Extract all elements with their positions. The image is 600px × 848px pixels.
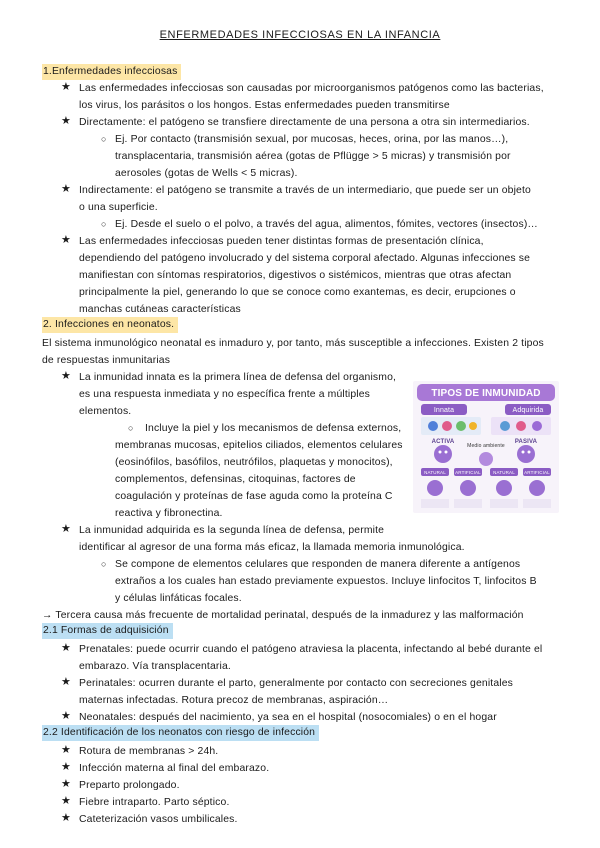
- s1-b4-line: dependiendo del patógeno involucrado y del sistema corporal afectado. Algunas infecciones se: [79, 253, 531, 264]
- star-bullet-icon: ★: [61, 710, 72, 722]
- s2-b2-line: La inmunidad adquirida es la segunda línea de defensa, permite: [79, 525, 385, 536]
- star-bullet-icon: ★: [61, 812, 72, 824]
- star-bullet-icon: ★: [61, 234, 72, 246]
- s1-b4-line: manifiestan con síntomas respiratorios, digestivos o sistémicos, mientras que otras afectan: [79, 270, 512, 281]
- s2-intro-line: El sistema inmunológico neonatal es inmaduro y, por tanto, más susceptible a infecciones. Existen 2 tipos: [42, 338, 544, 349]
- circle-bullet-icon: ○: [101, 134, 107, 144]
- s2-b2s-line: y células linfáticas focales.: [115, 593, 242, 604]
- s1-b4-line: Las enfermedades infecciosas pueden tener distintas formas de presentación clínica,: [79, 236, 484, 247]
- s2-b2s-line: Se compone de elementos celulares que responden de manera diferente a antígenos: [115, 559, 521, 570]
- infographic-drawing: [413, 381, 559, 513]
- circle-bullet-icon: ○: [128, 423, 134, 433]
- s21-b2-line: maternas infectadas. Rotura precoz de membranas, aspiración…: [79, 695, 389, 706]
- star-bullet-icon: ★: [61, 183, 72, 195]
- immunity-infographic: [413, 381, 559, 513]
- circle-bullet-icon: ○: [101, 219, 107, 229]
- s2-b1s-line: reactiva y fibronectina.: [115, 508, 223, 519]
- adquirida-label: Adquirida: [512, 407, 544, 414]
- s2-b1s-line: membranas mucosas, epitelios ciliados, elementos celulares: [115, 440, 403, 451]
- s21-b1-line: embarazo. Vía transplacentaria.: [79, 661, 231, 672]
- star-bullet-icon: ★: [61, 115, 72, 127]
- s1-b1-line: los virus, los parásitos o los hongos. Estas enfermedades pueden transmitirse: [79, 100, 450, 111]
- section-2-heading: 2. Infecciones en neonatos.: [42, 317, 178, 333]
- s1-b3-line: o una superficie.: [79, 202, 158, 213]
- star-bullet-icon: ★: [61, 370, 72, 382]
- s2-b1s-line: coagulación y proteínas de fase aguda como la proteína C: [115, 491, 393, 502]
- s1-b2s-line: transplacentaria, transmisión aérea (gotas de Pflügge > 5 micras) y transmisión por: [115, 151, 511, 162]
- star-bullet-icon: ★: [61, 523, 72, 535]
- medio-label: Medio ambiente: [467, 443, 505, 449]
- s2-b1s-line: complementos, defensinas, citoquinas, factores de: [115, 474, 356, 485]
- pasiva-label: PASIVA: [514, 439, 538, 445]
- star-bullet-icon: ★: [61, 795, 72, 807]
- infographic-title: TIPOS DE INMUNIDAD: [431, 388, 541, 399]
- s1-b2-line: Directamente: el patógeno se transfiere directamente de una persona a otra sin intermediarios.: [79, 117, 530, 128]
- risk-item: Preparto prolongado.: [79, 780, 180, 791]
- risk-item: Rotura de membranas > 24h.: [79, 746, 219, 757]
- artificial-label-2: ARTIFICIAL: [524, 470, 550, 475]
- star-bullet-icon: ★: [61, 761, 72, 773]
- innata-label: Innata: [433, 407, 455, 414]
- star-bullet-icon: ★: [61, 676, 72, 688]
- risk-item: Fiebre intraparto. Parto séptico.: [79, 797, 230, 808]
- natural-label-2: NATURAL: [493, 470, 515, 475]
- risk-item: Infección materna al final del embarazo.: [79, 763, 270, 774]
- s1-b4-line: principalmente la piel, generando lo que se conoce como exantemas, es decir, erupciones o: [79, 287, 516, 298]
- s21-b2-line: Perinatales: ocurren durante el parto, generalmente por contacto con secreciones genitales: [79, 678, 513, 689]
- activa-label: ACTIVA: [431, 439, 455, 445]
- s2-b2-line: identificar al agresor de una forma más eficaz, la llamada memoria inmunológica.: [79, 542, 465, 553]
- s1-b1-line: Las enfermedades infecciosas son causadas por microorganismos patógenos como las bacterias,: [79, 83, 544, 94]
- s2-b1s-line: Incluye la piel y los mecanismos de defensa externos,: [145, 423, 402, 434]
- s2-b2s-line: extraños a los cuales han estado previamente expuestos. Incluye linfocitos T, linfocitos B: [115, 576, 537, 587]
- star-bullet-icon: ★: [61, 642, 72, 654]
- s21-b3-line: Neonatales: después del nacimiento, ya sea en el hospital (nosocomiales) o en el hogar: [79, 712, 497, 723]
- s2-intro-line: de respuestas inmunitarias: [42, 355, 171, 366]
- s1-b3s-line: Ej. Desde el suelo o el polvo, a través del agua, alimentos, fómites, vectores (insectos)…: [115, 219, 538, 230]
- s1-b2s-line: aerosoles (gotas de Wells < 5 micras).: [115, 168, 298, 179]
- artificial-label: ARTIFICIAL: [455, 470, 481, 475]
- s2-b1-line: es una respuesta inmediata y no específica frente a múltiples: [79, 389, 371, 400]
- s21-b1-line: Prenatales: puede ocurrir cuando el patógeno atraviesa la placenta, infectando al bebé durante el: [79, 644, 543, 655]
- s2-b1-line: elementos.: [79, 406, 132, 417]
- risk-item: Cateterización vasos umbilicales.: [79, 814, 238, 825]
- s1-b4-line: manchas cutáneas características: [79, 304, 241, 315]
- section-2-2-heading: 2.2 Identificación de los neonatos con riesgo de infección: [42, 725, 319, 741]
- star-bullet-icon: ★: [61, 744, 72, 756]
- section-2-1-heading: 2.1 Formas de adquisición: [42, 623, 173, 639]
- circle-bullet-icon: ○: [101, 559, 107, 569]
- s1-b3-line: Indirectamente: el patógeno se transmite a través de un intermediario, que puede ser un objeto: [79, 185, 531, 196]
- natural-label: NATURAL: [424, 470, 446, 475]
- section-1-heading: 1.Enfermedades infecciosas: [42, 64, 181, 80]
- page-title: ENFERMEDADES INFECCIOSAS EN LA INFANCIA: [159, 29, 441, 41]
- mortality-note: → Tercera causa más frecuente de mortalidad perinatal, después de la inmadurez y las malformación: [42, 610, 524, 621]
- s2-b1s-line: (eosinófilos, basófilos, neutrófilos, plaquetas y monocitos),: [115, 457, 393, 468]
- star-bullet-icon: ★: [61, 81, 72, 93]
- s1-b2s-line: Ej. Por contacto (transmisión sexual, por mucosas, heces, orina, por las manos…),: [115, 134, 509, 145]
- s2-b1-line: La inmunidad innata es la primera línea de defensa del organismo,: [79, 372, 397, 383]
- star-bullet-icon: ★: [61, 778, 72, 790]
